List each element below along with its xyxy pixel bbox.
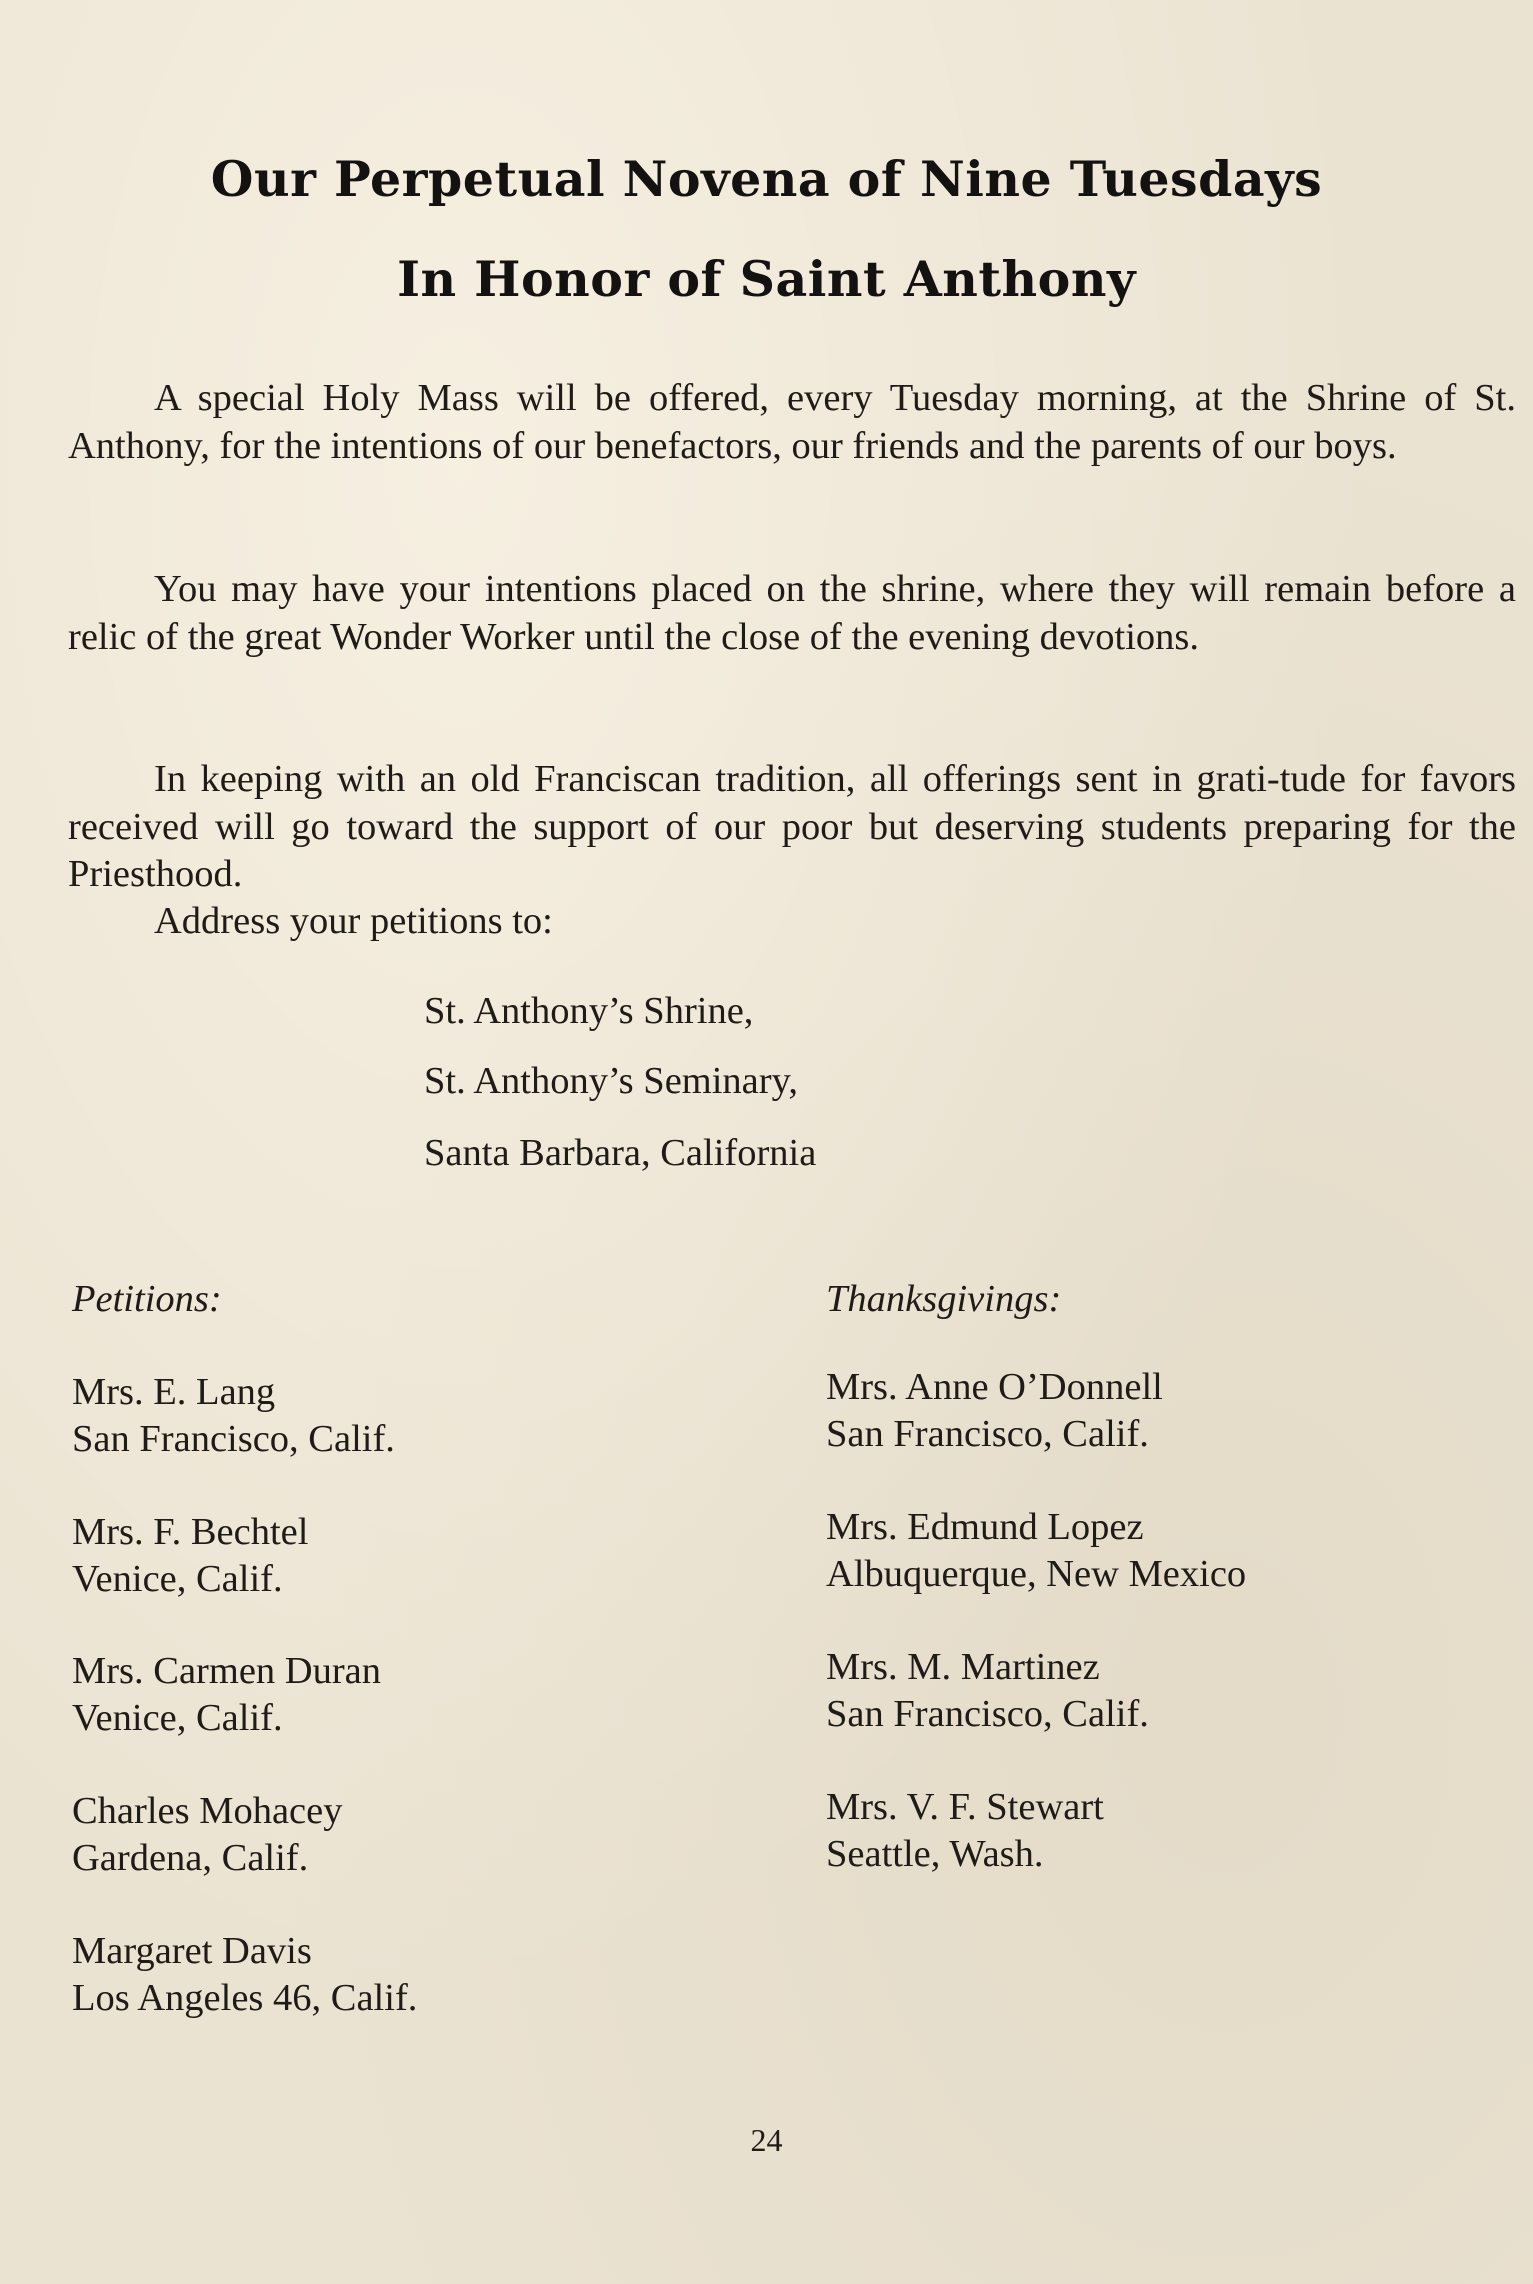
thanksgiving-entry: [826, 1364, 1163, 1457]
thanksgiving-place: San Francisco, Calif.: [826, 1692, 1149, 1735]
title-line-1: Our Perpetual Novena of Nine Tuesdays: [210, 150, 1323, 208]
address-line-1: St. Anthony’s Shrine,: [424, 990, 754, 1032]
thanksgiving-entry: [826, 1784, 1104, 1877]
title-line-2: In Honor of Saint Anthony: [397, 250, 1136, 308]
petition-place: Gardena, Calif.: [72, 1836, 309, 1879]
paragraph-mass: A special Holy Mass will be offered, every Tuesday morning, at the Shrine of St. Anthony, for the intentions of our benefactors, our friends and the parents of our boys.: [68, 377, 1516, 467]
address-line-2: St. Anthony’s Seminary,: [424, 1060, 798, 1102]
petition-place: Venice, Calif.: [72, 1696, 283, 1739]
petition-entry: [72, 1369, 395, 1462]
thanksgiving-entry: [826, 1644, 1149, 1737]
paragraph-offerings: In keeping with an old Franciscan tradition, all offerings sent in grati-tude for favors received will go toward the support of our poor but deserving students preparing for the Priesthood.: [68, 758, 1516, 895]
petition-entry: [72, 1648, 381, 1741]
petition-entry: [72, 1788, 342, 1881]
petition-name: Mrs. E. Lang: [72, 1371, 276, 1413]
page-number: 24: [750, 2122, 783, 2158]
petition-entry: [72, 1928, 417, 2021]
petition-entry: [72, 1509, 308, 1602]
thanksgiving-name: Mrs. M. Martinez: [826, 1646, 1100, 1688]
thanksgivings-heading: Thanksgivings:: [826, 1278, 1062, 1320]
address-intro: Address your petitions to:: [154, 900, 553, 942]
petition-name: Charles Mohacey: [72, 1790, 343, 1832]
thanksgiving-name: Mrs. Edmund Lopez: [826, 1506, 1144, 1548]
thanksgiving-place: San Francisco, Calif.: [826, 1412, 1149, 1455]
petition-place: San Francisco, Calif.: [72, 1417, 395, 1460]
petition-place: Venice, Calif.: [72, 1557, 283, 1600]
thanksgiving-place: Albuquerque, New Mexico: [826, 1552, 1247, 1595]
thanksgiving-entry: [826, 1504, 1246, 1597]
petition-name: Margaret Davis: [72, 1930, 312, 1972]
petition-name: Mrs. F. Bechtel: [72, 1511, 309, 1553]
thanksgiving-name: Mrs. V. F. Stewart: [826, 1786, 1104, 1828]
thanksgiving-place: Seattle, Wash.: [826, 1832, 1044, 1875]
paragraph-shrine: You may have your intentions placed on the shrine, where they will remain before a relic of the great Wonder Worker until the close of the evening devotions.: [68, 568, 1516, 658]
address-line-3: Santa Barbara, California: [424, 1132, 817, 1174]
petitions-heading: Petitions:: [72, 1278, 222, 1320]
petition-name: Mrs. Carmen Duran: [72, 1650, 381, 1692]
petition-place: Los Angeles 46, Calif.: [72, 1976, 418, 2019]
thanksgiving-name: Mrs. Anne O’Donnell: [826, 1366, 1163, 1408]
